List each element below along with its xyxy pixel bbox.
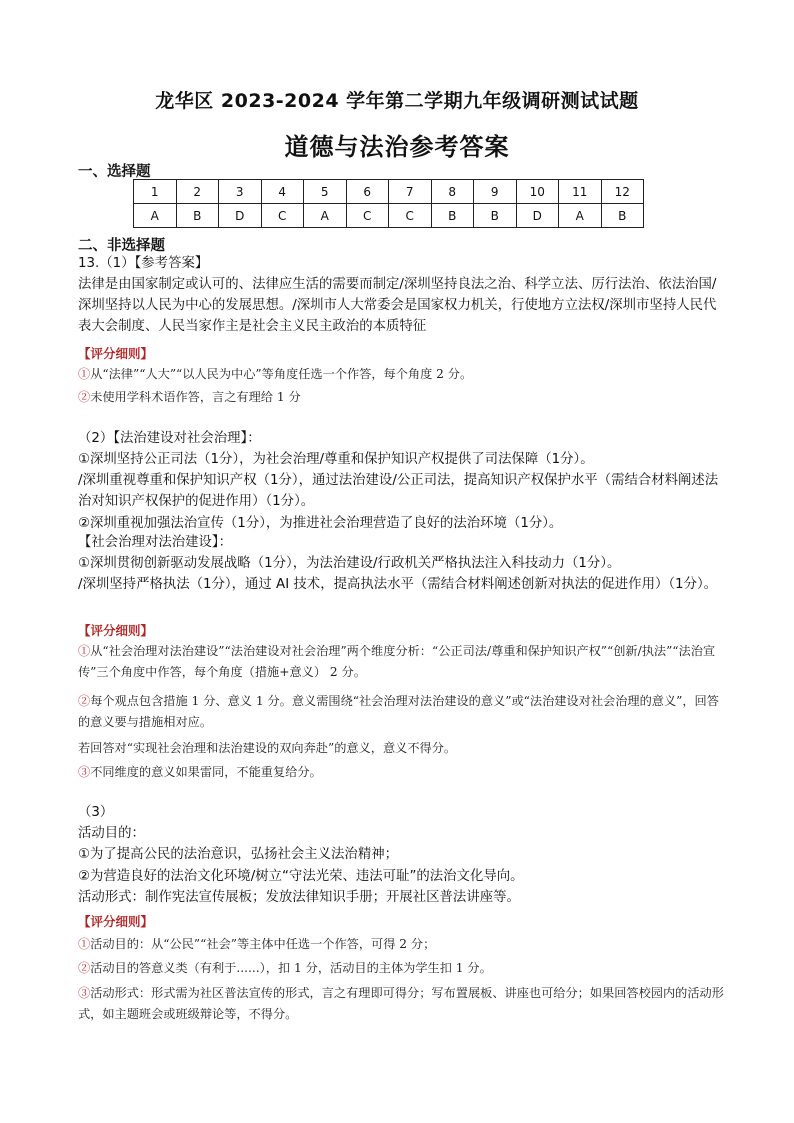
rubric-text: 每个观点包含措施 1 分、意义 1 分。意义需围绕“社会治理对法治建设的意义”或“法治建设对社会治理的意义”，回答的意义要与措施相对应。 bbox=[78, 694, 719, 729]
q13-3-label: （3） bbox=[78, 805, 114, 820]
activity-purpose-item bbox=[78, 866, 728, 887]
rubric-text: 活动形式：形式需为社区普法宣传的形式，言之有理即可得分；写布置展板、讲座也可给分；如果回答校园内的活动形式，如主题班会或班级辩论等，不得分。 bbox=[78, 986, 724, 1021]
q13-2-rubric-item bbox=[78, 641, 728, 683]
answer-text: 深圳重视加强法治宣传（1分），为推进社会治理营造了良好的法治环境（1分）。 bbox=[90, 516, 563, 531]
question-number: 5 bbox=[304, 180, 347, 204]
rubric-text: 活动目的：从“公民”“社会”等主体中任选一个作答，可得 2 分； bbox=[90, 937, 436, 951]
answer-letter: A bbox=[134, 204, 177, 228]
activity-purpose-item bbox=[78, 844, 728, 865]
answer-letter: C bbox=[346, 204, 389, 228]
question-number: 3 bbox=[219, 180, 262, 204]
q13-2-label2: 【社会治理对法治建设】： bbox=[78, 535, 232, 550]
rubric-text: 若回答对“实现社会治理和法治建设的双向奔赴”的意义，意义不得分。 bbox=[78, 741, 457, 755]
circled-number: ① bbox=[78, 847, 91, 862]
question-number: 7 bbox=[389, 180, 432, 204]
circled-number: ② bbox=[78, 516, 91, 531]
circled-number: ① bbox=[78, 452, 91, 467]
question-number: 10 bbox=[516, 180, 559, 204]
q13-2-line bbox=[78, 513, 728, 534]
q13-2-line bbox=[78, 470, 728, 512]
answer-letter: B bbox=[431, 204, 474, 228]
q13-2-line bbox=[78, 449, 728, 470]
section-heading-choice: 一、选择题 bbox=[78, 164, 151, 180]
q13-2-label: （2）【法治建设对社会治理】： bbox=[78, 431, 261, 446]
question-number: 12 bbox=[601, 180, 644, 204]
q13-2-rubric-item bbox=[78, 762, 728, 783]
circled-number: ① bbox=[78, 937, 91, 951]
exam-title: 龙华区 2023-2024 学年第二学期九年级调研测试试题 bbox=[155, 90, 639, 112]
rubric-text: 不同维度的意义如果雷同，不能重复给分。 bbox=[90, 765, 322, 779]
q13-3-rubric-heading: 【评分细则】 bbox=[78, 914, 154, 929]
answer-letter: D bbox=[516, 204, 559, 228]
answer-text: 为营造良好的法治文化环境/树立“守法光荣、违法可耻”的法治文化导向。 bbox=[90, 869, 524, 884]
answer-text: 深圳贯彻创新驱动发展战略（1分），为法治建设/行政机关严格执法注入科技动力（1分）。 bbox=[90, 556, 621, 571]
q13-2-line bbox=[78, 553, 728, 574]
answer-key-title: 道德与法治参考答案 bbox=[284, 133, 510, 161]
answer-text: 深圳坚持公正司法（1分），为社会治理/尊重和保护知识产权提供了司法保障（1分）。 bbox=[90, 452, 594, 467]
q13-1-label: 13.（1）【参考答案】 bbox=[78, 256, 209, 271]
q13-2-rubric-item bbox=[78, 691, 728, 733]
activity-form: 活动形式：制作宪法宣传展板；发放法律知识手册；开展社区普法讲座等。 bbox=[78, 890, 520, 905]
question-number: 2 bbox=[176, 180, 219, 204]
answer-letter: D bbox=[219, 204, 262, 228]
circled-number: ② bbox=[78, 961, 91, 975]
circled-number: ② bbox=[78, 390, 91, 404]
answer-text: /深圳重视尊重和保护知识产权（1分），通过法治建设/公正司法，提高知识产权保护水平（需结合材料阐述法治对知识产权保护的促进作用）（1分）。 bbox=[78, 473, 719, 509]
question-number: 9 bbox=[474, 180, 517, 204]
rubric-text: 从“法律”“人大”“以人民为中心”等角度任选一个作答，每个角度 2 分。 bbox=[90, 367, 473, 381]
question-number: 4 bbox=[261, 180, 304, 204]
q13-3-rubric-item bbox=[78, 958, 728, 979]
q13-1-answer: 法律是由国家制定或认可的、法律应生活的需要而制定/深圳坚持良法之治、科学立法、厉行法治、依法治国/深圳坚持以人民为中心的发展思想。/深圳市人大常委会是国家权力机关，行使地方立法权/深圳市坚持人民代表大会制度、人民当家作主是社会主义民主政治的本质特征 bbox=[78, 277, 717, 334]
question-number-row bbox=[134, 180, 644, 204]
answer-letter: B bbox=[474, 204, 517, 228]
answer-letter: B bbox=[601, 204, 644, 228]
activity-purpose-label: 活动目的： bbox=[78, 826, 145, 841]
q13-2-rubric-item bbox=[78, 738, 728, 759]
circled-number: ① bbox=[78, 556, 91, 571]
circled-number: ② bbox=[78, 869, 91, 884]
circled-number: ② bbox=[78, 694, 91, 708]
circled-number: ③ bbox=[78, 986, 91, 1000]
section-heading-nonchoice: 二、非选择题 bbox=[78, 238, 165, 254]
q13-1-rubric-item bbox=[78, 387, 728, 408]
rubric-text: 未使用学科术语作答，言之有理给 1 分 bbox=[90, 390, 301, 404]
answer-letter-row bbox=[134, 204, 644, 228]
q13-1-rubric-item bbox=[78, 364, 728, 385]
circled-number: ① bbox=[78, 367, 91, 381]
q13-2-rubric-heading: 【评分细则】 bbox=[78, 623, 154, 638]
rubric-text: 活动目的答意义类（有利于......），扣 1 分，活动目的主体为学生扣 1 分。 bbox=[90, 961, 492, 975]
question-number: 1 bbox=[134, 180, 177, 204]
answer-letter: C bbox=[261, 204, 304, 228]
q13-3-rubric-item bbox=[78, 983, 728, 1025]
answer-letter: B bbox=[176, 204, 219, 228]
answer-letter: A bbox=[304, 204, 347, 228]
rubric-text: 从“社会治理对法治建设”“法治建设对社会治理”两个维度分析：“公正司法/尊重和保护知识产权”“创新/执法”“法治宣传”三个角度中作答，每个角度（措施+意义） 2 分。 bbox=[78, 644, 716, 679]
answer-text: 为了提高公民的法治意识，弘扬社会主义法治精神； bbox=[90, 847, 398, 862]
question-number: 6 bbox=[346, 180, 389, 204]
choice-answer-table bbox=[133, 179, 644, 228]
circled-number: ① bbox=[78, 644, 91, 658]
answer-text: /深圳坚持严格执法（1分），通过 AI 技术，提高执法水平（需结合材料阐述创新对执法的促进作用）（1分）。 bbox=[78, 577, 718, 592]
q13-2-line bbox=[78, 574, 728, 595]
answer-letter: C bbox=[389, 204, 432, 228]
answer-letter: A bbox=[559, 204, 602, 228]
q13-1-rubric-heading: 【评分细则】 bbox=[78, 346, 154, 361]
question-number: 8 bbox=[431, 180, 474, 204]
question-number: 11 bbox=[559, 180, 602, 204]
circled-number: ③ bbox=[78, 765, 91, 779]
q13-3-rubric-item bbox=[78, 934, 728, 955]
